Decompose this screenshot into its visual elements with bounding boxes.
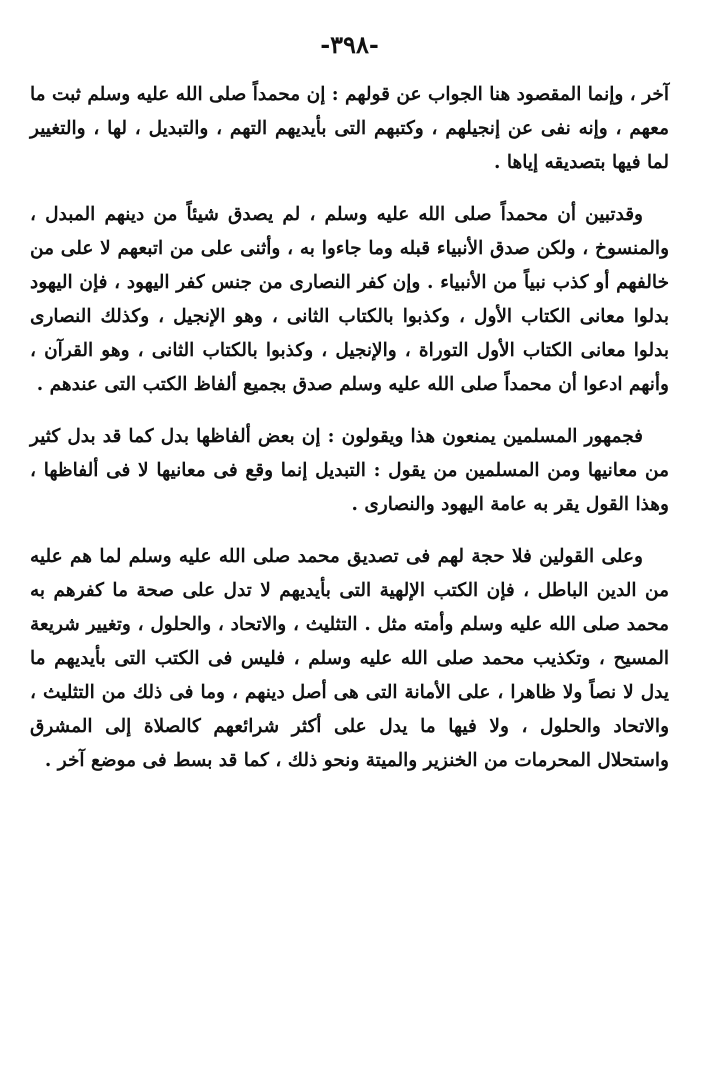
paragraph-3: فجمهور المسلمين يمنعون هذا ويقولون : إن بعض ألفاظها بدل كما قد بدل كثير من معانيها ومن المسلمين من يقول : التبديل إنما وقع فى معانيها لا فى ألفاظها ، وهذا القول يقر به عامة اليهود والنصارى .	[30, 426, 669, 515]
paragraph-2: وقدتبين أن محمداً صلى الله عليه وسلم ، لم يصدق شيئاً من دينهم المبدل ، والمنسوخ ، ولكن صدق الأنبياء قبله وما جاءوا به ، وأثنى على من اتبعهم لا على من خالفهم أو كذب نبياً من الأنبياء . وإن كفر النصارى من جنس كفر اليهود ، فإن اليهود بدلوا معانى الكتاب الأول ، وكذبوا بالكتاب الثانى ، وهو الإنجيل ، وكذلك النصارى بدلوا معانى الكتاب الأول التوراة ، والإنجيل ، وكذبوا بالكتاب الثانى ، وهو القرآن ، وأنهم ادعوا أن محمداً صلى الله عليه وسلم صدق بجميع ألفاظ الكتب التى عندهم .	[30, 204, 669, 395]
paragraph-gap	[30, 522, 669, 540]
page-number: -٣٩٨-	[320, 30, 379, 59]
paragraph-gap	[30, 402, 669, 420]
paragraph-4: وعلى القولين فلا حجة لهم فى تصديق محمد صلى الله عليه وسلم لما هم عليه من الدين الباطل ، فإن الكتب الإلهية التى بأيديهم لا تدل على صحة ما كفرهم به محمد صلى الله عليه وسلم وأمته مثل . التثليث ، والاتحاد ، والحلول ، وتغيير شريعة المسيح ، وتكذيب محمد صلى الله عليه وسلم ، فليس فى الكتب التى بأيديهم ما يدل لا نصاً ولا ظاهرا ، على الأمانة التى هى أصل دينهم ، وما فى ذلك من التثليث ، والاتحاد والحلول ، ولا فيها ما يدل على أكثر شرائعهم كالصلاة إلى المشرق واستحلال المحرمات من الخنزير والميتة ونحو ذلك ، كما قد بسط فى موضع آخر .	[30, 546, 669, 771]
paragraph-gap	[30, 180, 669, 198]
paragraph-1: آخر ، وإنما المقصود هنا الجواب عن قولهم : إن محمداً صلى الله عليه وسلم ثبت ما معهم ، وإنه نفى عن إنجيلهم ، وكتبهم التى بأيديهم التهم ، والتبديل ، لها ، والتغيير لما فيها بتصديقه إياها .	[30, 84, 669, 173]
body-text	[30, 78, 669, 778]
